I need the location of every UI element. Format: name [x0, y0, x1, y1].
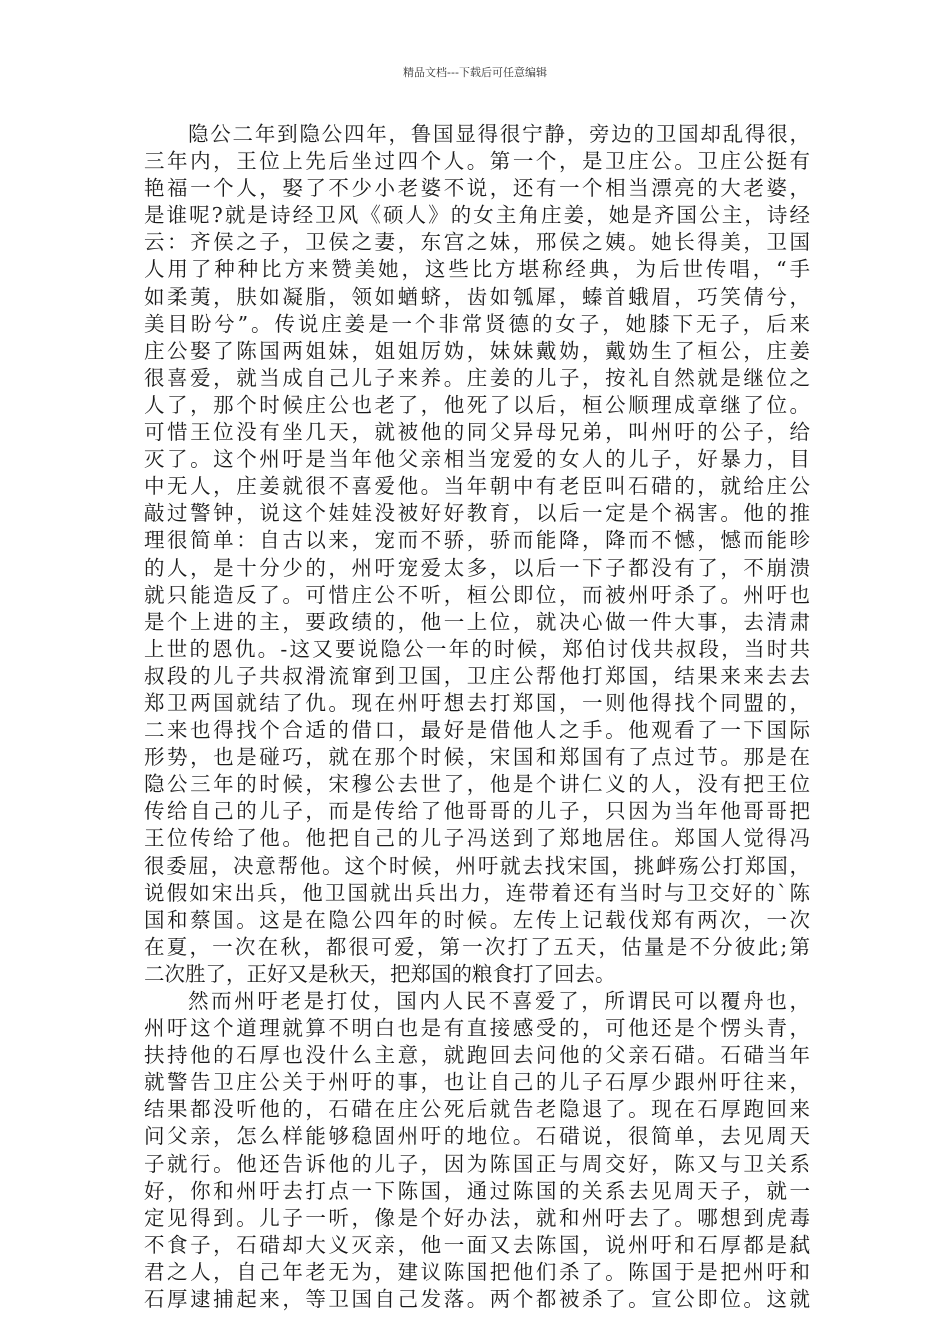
text-line: 在夏，一次在秋，都很可爱，第一次打了五天，估量是不分彼此;第 [144, 934, 810, 959]
text-line: 是谁呢?就是诗经卫风《硕人》的女主角庄姜，她是齐国公主，诗经 [144, 203, 810, 228]
document-body [144, 121, 810, 1313]
text-line: 子就行。他还告诉他的儿子，因为陈国正与周交好，陈又与卫关系 [144, 1151, 810, 1176]
text-line: 就警告卫庄公关于州吁的事，也让自己的儿子石厚少跟州吁往来， [144, 1070, 810, 1095]
text-line: 扶持他的石厚也没什么主意，就跑回去问他的父亲石碏。石碏当年 [144, 1043, 810, 1068]
text-line: 不食子，石碏却大义灭亲，他一面又去陈国，说州吁和石厚都是弑 [144, 1232, 810, 1257]
text-line: 好，你和州吁去打点一下陈国，通过陈国的关系去见周天子，就一 [144, 1178, 810, 1203]
text-line: 结果都没听他的，石碏在庄公死后就告老隐退了。现在石厚跑回来 [144, 1097, 810, 1122]
page-header: 精品文档---下载后可任意编辑 [403, 66, 547, 79]
text-line: 的人，是十分少的，州吁宠爱太多，以后一下子都没有了，不崩溃 [144, 555, 810, 580]
text-line: 如柔荑，肤如凝脂，领如蝤蛴，齿如瓠犀，螓首蛾眉，巧笑倩兮， [144, 284, 810, 309]
text-line: 很喜爱，就当成自己儿子来养。庄姜的儿子，按礼自然就是继位之 [144, 365, 810, 390]
text-line: 隐公二年到隐公四年，鲁国显得很宁静，旁边的卫国却乱得很， [188, 122, 810, 146]
text-line: 人了，那个时候庄公也老了，他死了以后，桓公顺理成章继了位。 [144, 392, 810, 417]
text-line: 三年内，王位上先后坐过四个人。第一个，是卫庄公。卫庄公挺有 [144, 149, 810, 174]
text-line: 就只能造反了。可惜庄公不听，桓公即位，而被州吁杀了。州吁也 [144, 582, 810, 607]
text-line: 二来也得找个合适的借口，最好是借他人之手。他观看了一下国际 [144, 718, 810, 743]
text-line: 石厚逮捕起来，等卫国自己发落。两个都被杀了。宣公即位。这就 [144, 1287, 810, 1312]
text-line: 形势，也是碰巧，就在那个时候，宋国和郑国有了点过节。那是在 [144, 745, 810, 770]
text-line: 人用了种种比方来赞美她，这些比方堪称经典，为后世传唱，“手 [144, 257, 810, 282]
text-line: 州吁这个道理就算不明白也是有直接感受的，可他还是个愣头青， [144, 1016, 810, 1041]
text-line: 可惜王位没有坐几天，就被他的同父异母兄弟，叫州吁的公子，给 [144, 420, 810, 445]
text-line: 理很简单：自古以来，宠而不骄，骄而能降，降而不憾，憾而能昣 [144, 528, 810, 553]
text-line: 云：齐侯之子，卫侯之妻，东宫之妹，邢侯之姨。她长得美，卫国 [144, 230, 810, 255]
text-line: 传给自己的儿子，而是传给了他哥哥的儿子，只因为当年他哥哥把 [144, 799, 810, 824]
text-line: 王位传给了他。他把自己的儿子冯送到了郑地居住。郑国人觉得冯 [144, 826, 810, 851]
text-line: 美目盼兮”。传说庄姜是一个非常贤德的女子，她膝下无子，后来 [144, 311, 810, 336]
text-line: 很委屈，决意帮他。这个时候，州吁就去找宋国，挑衅殇公打郑国， [144, 853, 810, 878]
text-line: 敲过警钟，说这个娃娃没被好好教育，以后一定是个祸害。他的推 [144, 501, 810, 526]
text-line: 定见得到。儿子一听，像是个好办法，就和州吁去了。哪想到虎毒 [144, 1205, 810, 1230]
text-line: 是个上进的主，要政绩的，他一上位，就决心做一件大事，去清肃 [144, 609, 810, 634]
text-line: 上世的恩仇。-这又要说隐公一年的时候，郑伯讨伐共叔段，当时共 [144, 636, 810, 661]
text-line: 灭了。这个州吁是当年他父亲相当宠爱的女人的儿子，好暴力，目 [144, 447, 810, 472]
text-line: 庄公娶了陈国两姐妹，姐姐厉妫，妹妹戴妫，戴妫生了桓公，庄姜 [144, 338, 810, 363]
text-line: 君之人，自己年老无为，建议陈国把他们杀了。陈国于是把州吁和 [144, 1259, 810, 1284]
text-line: 问父亲，怎么样能够稳固州吁的地位。石碏说，很简单，去见周天 [144, 1124, 810, 1149]
text-line: 然而州吁老是打仗，国内人民不喜爱了，所谓民可以覆舟也， [188, 989, 810, 1013]
text-line: 国和蔡国。这是在隐公四年的时候。左传上记载伐郑有两次，一次 [144, 907, 810, 932]
text-line: 隐公三年的时候，宋穆公去世了，他是个讲仁义的人，没有把王位 [144, 772, 810, 797]
text-line: 中无人，庄姜就很不喜爱他。当年朝中有老臣叫石碏的，就给庄公 [144, 474, 810, 499]
text-line: 说假如宋出兵，他卫国就出兵出力，连带着还有当时与卫交好的`陈 [144, 880, 810, 905]
text-line: 艳福一个人，娶了不少小老婆不说，还有一个相当漂亮的大老婆， [144, 176, 810, 201]
text-line: 叔段的儿子共叔滑流窜到卫国，卫庄公帮他打郑国，结果来来去去 [144, 663, 810, 688]
text-line: 郑卫两国就结了仇。现在州吁想去打郑国，一则他得找个同盟的， [144, 690, 810, 715]
text-line: 二次胜了，正好又是秋天，把郑国的粮食打了回去。 [144, 961, 616, 986]
